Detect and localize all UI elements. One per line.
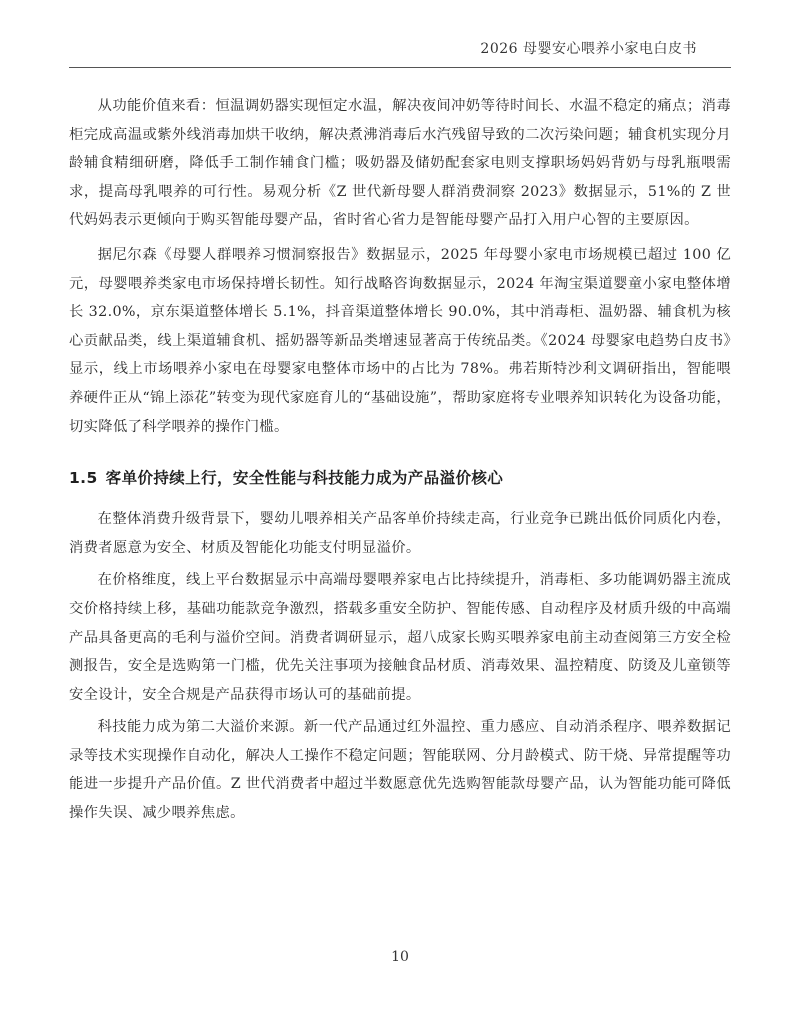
section-number: 1.5 [69, 469, 98, 488]
section-title: 客单价持续上行，安全性能与科技能力成为产品溢价核心 [105, 469, 504, 488]
page-number: 10 [391, 949, 409, 965]
body-paragraph: 据尼尔森《母婴人群喂养习惯洞察报告》数据显示，2025 年母婴小家电市场规模已超过 100 亿元，母婴喂养类家电市场保持增长韧性。知行战略咨询数据显示，2024 年淘宝渠道婴童小家电整体增长 32.0%，京东渠道整体增长 5.1%，抖音渠道整体增长 90.0%，其中消毒柜、温奶器、辅食机为核心贡献品类，线上渠道辅食机、摇奶器等新品类增速显著高于传统品类。《2024 母婴家电趋势白皮书》显示，线上市场喂养小家电在母婴家电整体市场中的占比为 78%。弗若斯特沙利文调研指出，智能喂养硬件正从“锦上添花”转变为现代家庭育儿的“基础设施”，帮助家庭将专业喂养知识转化为设备功能，切实降低了科学喂养的操作门槛。 [69, 246, 731, 435]
header-divider [69, 67, 731, 68]
page-body [69, 92, 731, 832]
section-heading [69, 465, 731, 491]
body-paragraph: 在整体消费升级背景下，婴幼儿喂养相关产品客单价持续走高，行业竞争已跳出低价同质化内卷，消费者愿意为安全、材质及智能化功能支付明显溢价。 [69, 511, 731, 556]
body-paragraph: 科技能力成为第二大溢价来源。新一代产品通过红外温控、重力感应、自动消杀程序、喂养数据记录等技术实现操作自动化，解决人工操作不稳定问题；智能联网、分月龄模式、防干烧、异常提醒等功能进一步提升产品价值。Z 世代消费者中超过半数愿意优先选购智能款母婴产品，认为智能功能可降低操作失误、减少喂养焦虑。 [69, 719, 731, 822]
body-paragraph: 从功能价值来看：恒温调奶器实现恒定水温，解决夜间冲奶等待时间长、水温不稳定的痛点；消毒柜完成高温或紫外线消毒加烘干收纳，解决煮沸消毒后水汽残留导致的二次污染问题；辅食机实现分月龄辅食精细研磨，降低手工制作辅食门槛；吸奶器及储奶配套家电则支撑职场妈妈背奶与母乳瓶喂需求，提高母乳喂养的可行性。易观分析《Z 世代新母婴人群消费洞察 2023》数据显示，51%的 Z 世代妈妈表示更倾向于购买智能母婴产品，省时省心省力是智能母婴产品打入用户心智的主要原因。 [69, 98, 731, 229]
body-paragraph: 在价格维度，线上平台数据显示中高端母婴喂养家电占比持续提升，消毒柜、多功能调奶器主流成交价格持续上移，基础功能款竞争激烈，搭载多重安全防护、智能传感、自动程序及材质升级的中高端产品具备更高的毛利与溢价空间。消费者调研显示，超八成家长购买喂养家电前主动查阅第三方安全检测报告，安全是选购第一门槛，优先关注事项为接触食品材质、消毒效果、温控精度、防烫及儿童锁等安全设计，安全合规是产品获得市场认可的基础前提。 [69, 572, 731, 703]
running-header-title: 2026 母婴安心喂养小家电白皮书 [480, 41, 697, 57]
